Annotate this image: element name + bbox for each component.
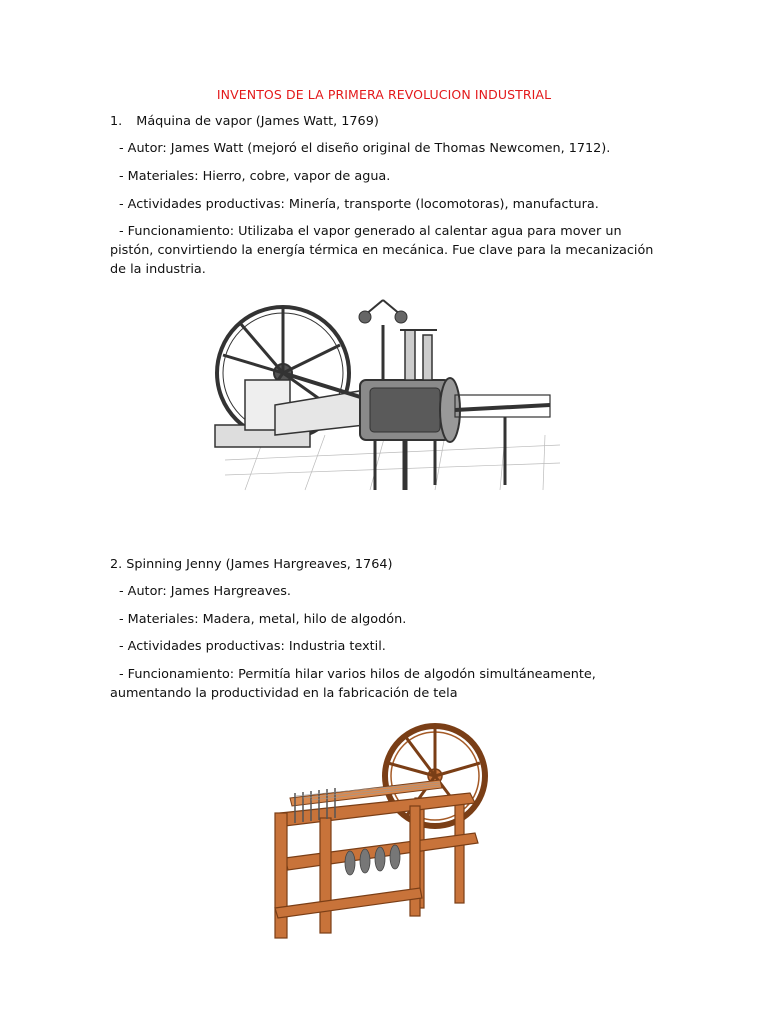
section-2-materials: - Materiales: Madera, metal, hilo de algodón. — [119, 612, 407, 627]
steam-engine-illustration — [205, 285, 560, 493]
section-1-title: Máquina de vapor (James Watt, 1769) — [136, 114, 379, 129]
section-2-function: - Funcionamiento: Permitía hilar varios hilos de algodón simultáneamente, aumentando la productividad en la fabricación de tela — [110, 667, 596, 701]
document-title: INVENTOS DE LA PRIMERA REVOLUCION INDUSTRIAL — [216, 87, 552, 102]
section-1-heading — [110, 112, 379, 131]
section-2-author: - Autor: James Hargreaves. — [119, 584, 292, 599]
section-1-function: - Funcionamiento: Utilizaba el vapor generado al calentar agua para mover un pistón, convirtiendo la energía térmica en mecánica. Fue clave para la mecanización de la industria. — [110, 224, 654, 277]
section-1-number: 1. — [110, 114, 123, 129]
spinning-jenny-illustration — [270, 718, 500, 943]
section-1-activities: - Actividades productivas: Minería, transporte (locomotoras), manufactura. — [119, 197, 599, 212]
section-2-heading: 2. Spinning Jenny (James Hargreaves, 1764) — [110, 557, 393, 572]
section-1-author: - Autor: James Watt (mejoró el diseño original de Thomas Newcomen, 1712). — [119, 141, 611, 156]
section-2-activities: - Actividades productivas: Industria textil. — [119, 639, 386, 654]
section-1-materials: - Materiales: Hierro, cobre, vapor de agua. — [119, 169, 391, 184]
